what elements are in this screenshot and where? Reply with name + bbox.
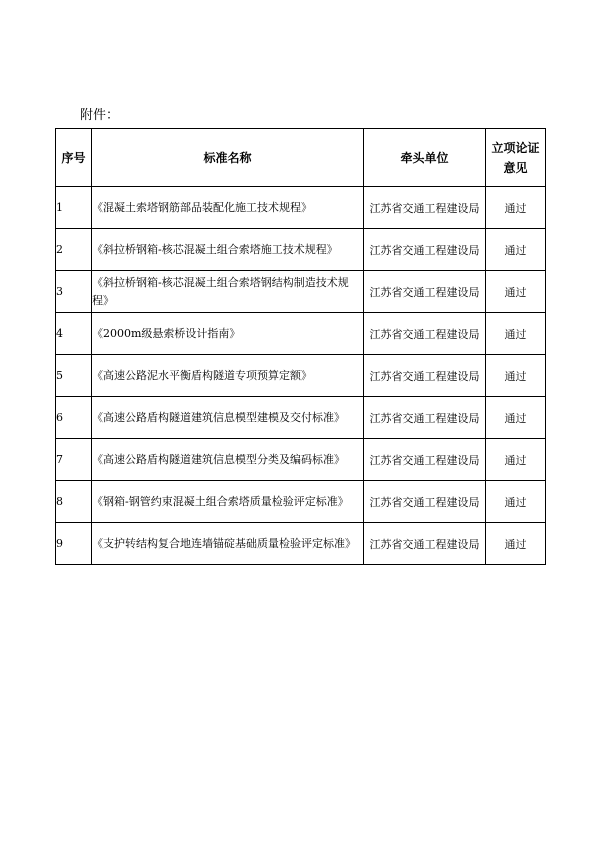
cell-serial-number: 7 [56, 439, 92, 481]
cell-standard-name: 《高速公路泥水平衡盾构隧道专项预算定额》 [92, 355, 364, 397]
cell-serial-number: 1 [56, 187, 92, 229]
cell-opinion: 通过 [486, 481, 546, 523]
cell-lead-unit: 江苏省交通工程建设局 [364, 439, 486, 481]
header-serial-number: 序号 [56, 129, 92, 187]
cell-serial-number: 3 [56, 271, 92, 313]
table-row [56, 523, 546, 565]
cell-lead-unit: 江苏省交通工程建设局 [364, 187, 486, 229]
cell-opinion: 通过 [486, 271, 546, 313]
cell-opinion: 通过 [486, 229, 546, 271]
cell-lead-unit: 江苏省交通工程建设局 [364, 313, 486, 355]
cell-opinion: 通过 [486, 187, 546, 229]
table-row [56, 229, 546, 271]
cell-lead-unit: 江苏省交通工程建设局 [364, 355, 486, 397]
standards-table [55, 128, 546, 565]
cell-standard-name: 《高速公路盾构隧道建筑信息模型分类及编码标准》 [92, 439, 364, 481]
cell-serial-number: 2 [56, 229, 92, 271]
cell-opinion: 通过 [486, 397, 546, 439]
cell-lead-unit: 江苏省交通工程建设局 [364, 271, 486, 313]
cell-standard-name: 《钢箱-钢管约束混凝土组合索塔质量检验评定标准》 [92, 481, 364, 523]
cell-serial-number: 6 [56, 397, 92, 439]
cell-opinion: 通过 [486, 313, 546, 355]
cell-opinion: 通过 [486, 439, 546, 481]
table-row [56, 397, 546, 439]
cell-serial-number: 4 [56, 313, 92, 355]
table-row [56, 313, 546, 355]
cell-opinion: 通过 [486, 523, 546, 565]
cell-lead-unit: 江苏省交通工程建设局 [364, 229, 486, 271]
header-lead-unit: 牵头单位 [364, 129, 486, 187]
header-standard-name: 标准名称 [92, 129, 364, 187]
cell-opinion: 通过 [486, 355, 546, 397]
cell-standard-name: 《斜拉桥钢箱-核芯混凝土组合索塔施工技术规程》 [92, 229, 364, 271]
table-row [56, 481, 546, 523]
cell-lead-unit: 江苏省交通工程建设局 [364, 481, 486, 523]
table-row [56, 271, 546, 313]
cell-serial-number: 5 [56, 355, 92, 397]
table-row [56, 355, 546, 397]
cell-standard-name: 《斜拉桥钢箱-核芯混凝土组合索塔钢结构制造技术规程》 [92, 271, 364, 313]
cell-standard-name: 《支护转结构复合地连墙锚碇基础质量检验评定标准》 [92, 523, 364, 565]
cell-lead-unit: 江苏省交通工程建设局 [364, 397, 486, 439]
table-header-row [56, 129, 546, 187]
cell-standard-name: 《高速公路盾构隧道建筑信息模型建模及交付标准》 [92, 397, 364, 439]
header-opinion [486, 129, 546, 187]
cell-standard-name: 《2000m级悬索桥设计指南》 [92, 313, 364, 355]
cell-lead-unit: 江苏省交通工程建设局 [364, 523, 486, 565]
attachment-label: 附件： [80, 108, 120, 123]
table-row [56, 439, 546, 481]
header-opinion-line1: 立项论证 [491, 140, 540, 155]
table-row [56, 187, 546, 229]
cell-standard-name: 《混凝土索塔钢筋部品装配化施工技术规程》 [92, 187, 364, 229]
cell-serial-number: 9 [56, 523, 92, 565]
header-opinion-line2: 意见 [503, 160, 528, 175]
cell-serial-number: 8 [56, 481, 92, 523]
